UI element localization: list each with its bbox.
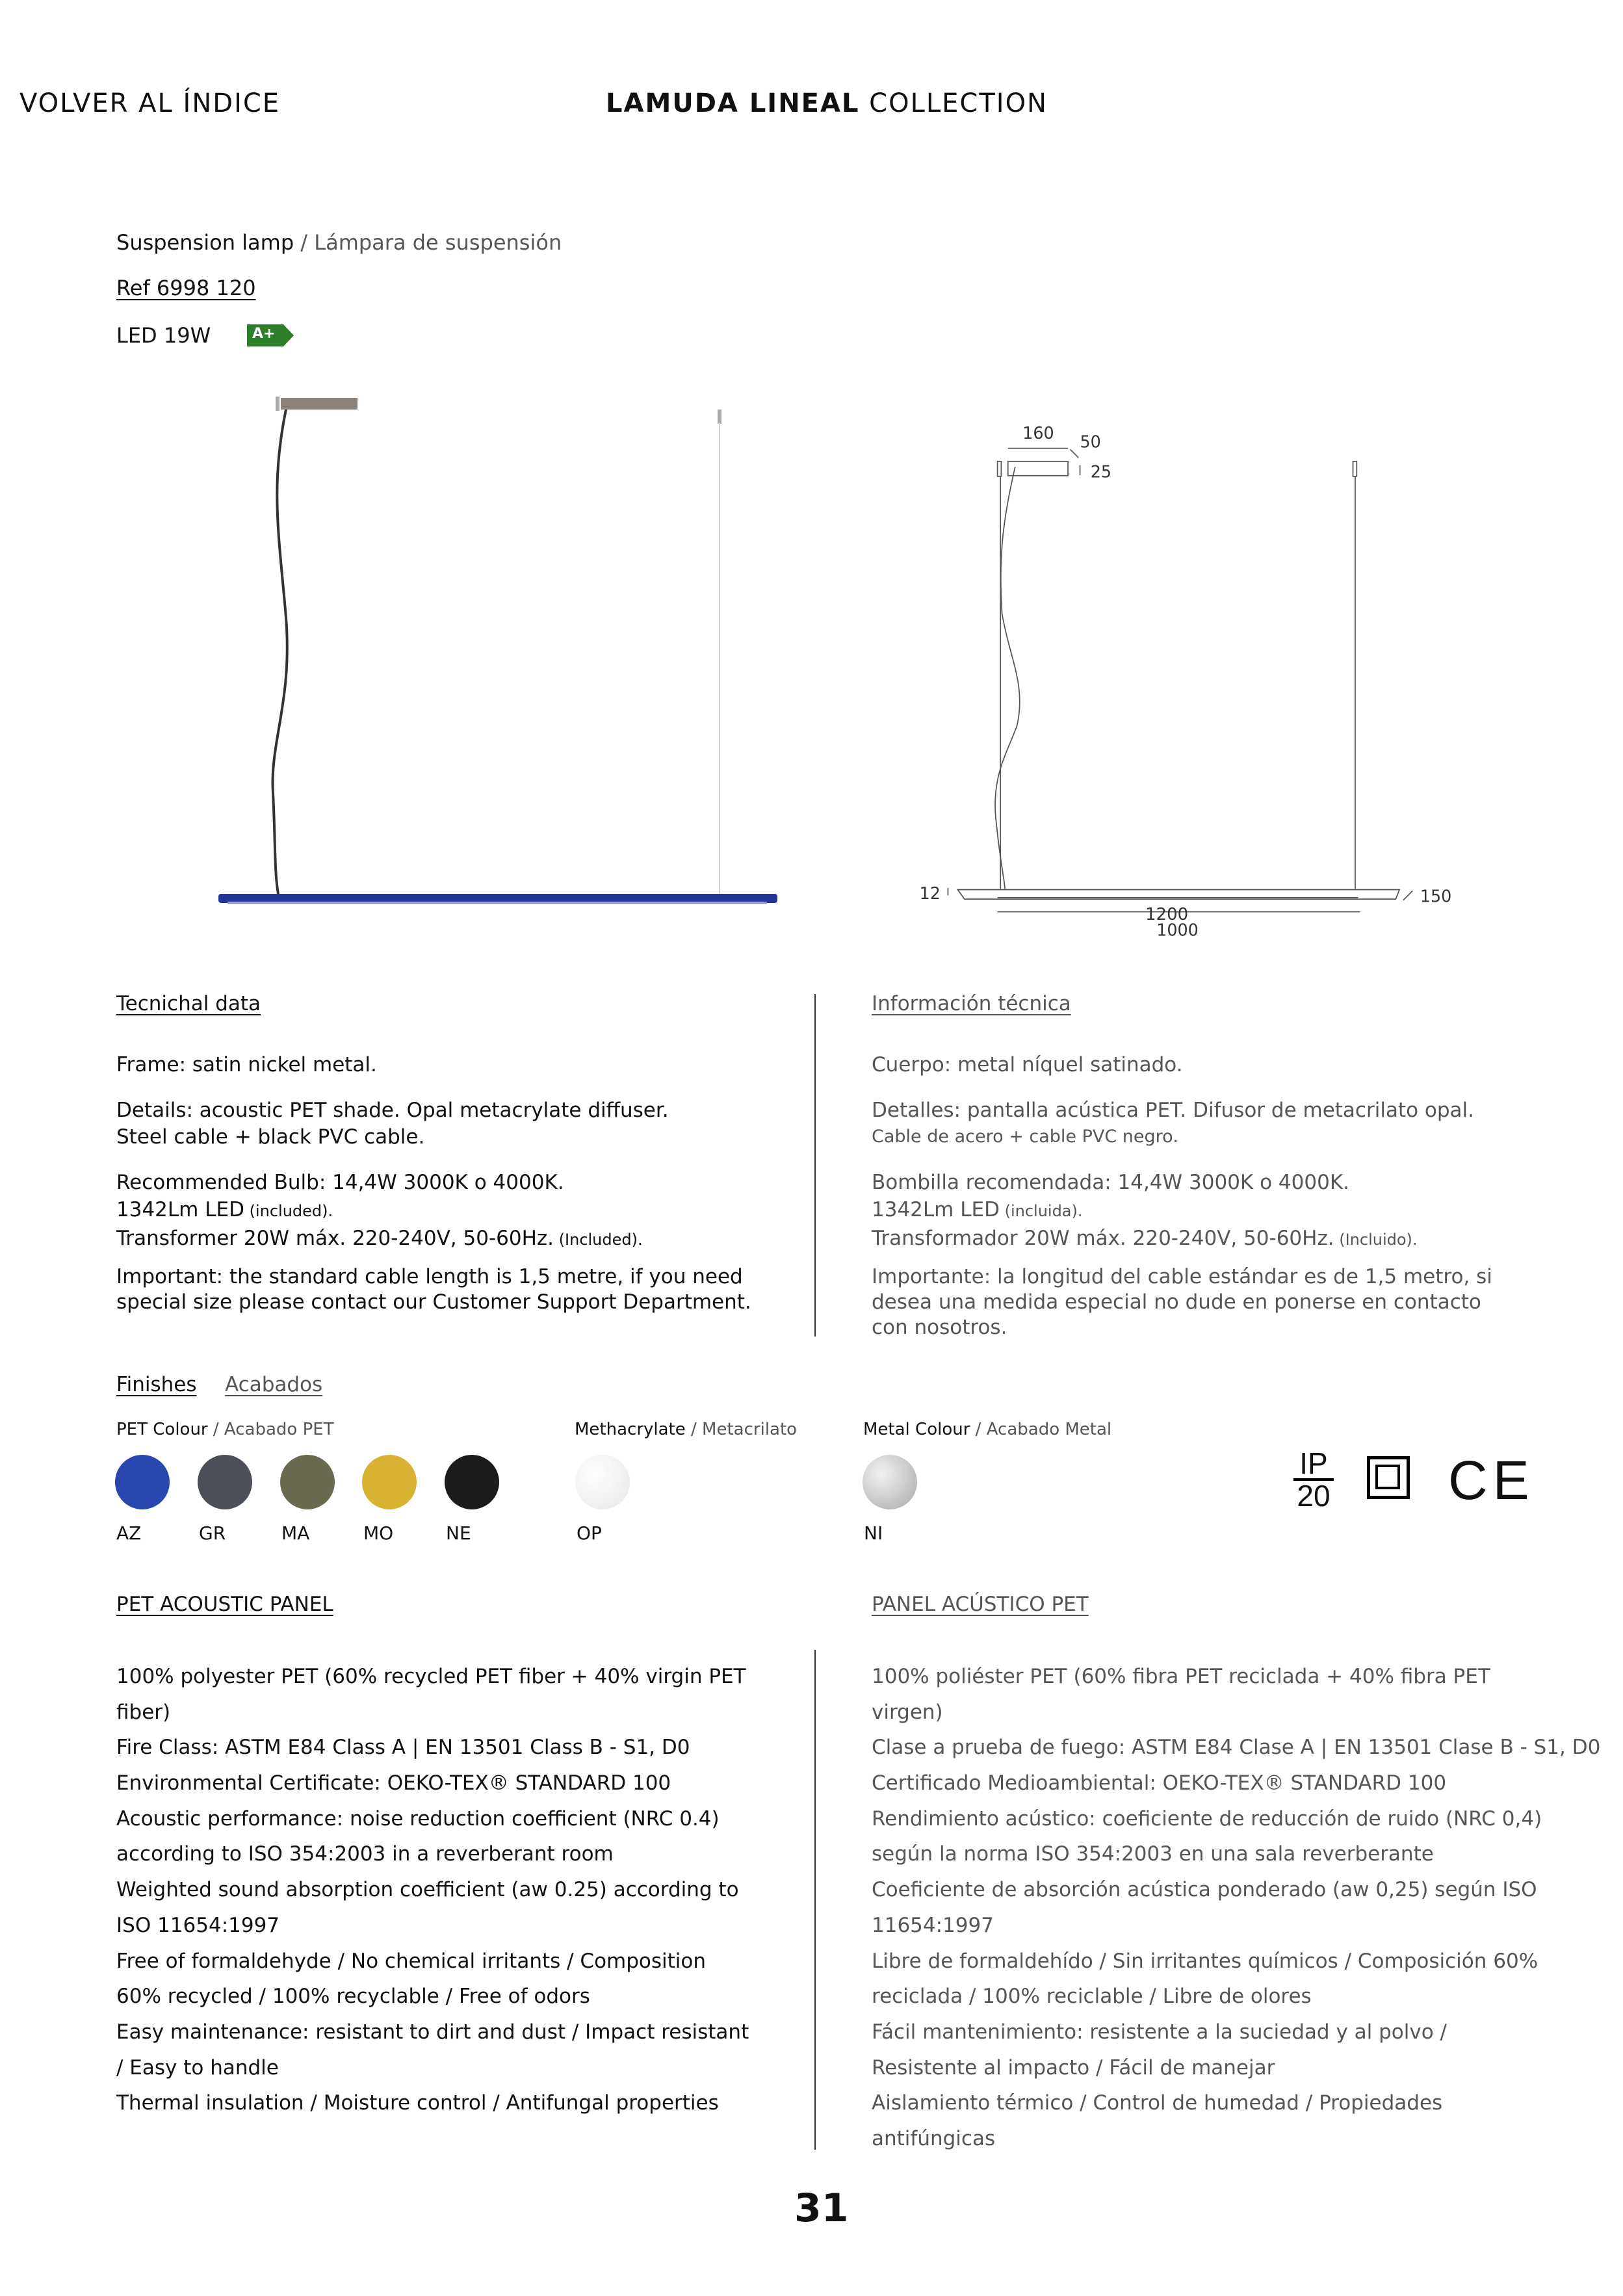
panel-line: 100% poliéster PET (60% fibra PET reciclada + 40% fibra PET bbox=[872, 1665, 1490, 1688]
dim-12: 12 bbox=[919, 883, 941, 904]
finishes-title-en: Finishes bbox=[116, 1373, 197, 1396]
panel-line: Easy maintenance: resistant to dirt and dust / Impact resistant bbox=[116, 2020, 749, 2044]
tech-bulb3-en: Transformer 20W máx. 220-240V, 50-60Hz. (Included). bbox=[116, 1227, 643, 1250]
back-to-index-link[interactable]: VOLVER AL ÍNDICE bbox=[19, 88, 281, 118]
tech-frame-en: Frame: satin nickel metal. bbox=[116, 1053, 377, 1076]
tech-details2-en: Steel cable + black PVC cable. bbox=[116, 1125, 425, 1149]
tech-frame-es: Cuerpo: metal níquel satinado. bbox=[872, 1053, 1183, 1076]
panel-line: Libre de formaldehído / Sin irritantes químicos / Composición 60% bbox=[872, 1949, 1539, 1973]
column-divider bbox=[814, 994, 816, 1337]
dim-1000: 1000 bbox=[1156, 920, 1199, 936]
panel-line: Thermal insulation / Moisture control / Antifungal properties bbox=[116, 2091, 719, 2115]
swatch-az bbox=[115, 1455, 170, 1509]
panel-text-es bbox=[872, 1659, 1600, 2157]
energy-class-label: A+ bbox=[252, 326, 276, 342]
panel-line: 11654:1997 bbox=[872, 1913, 994, 1937]
tech-bulb3-es: Transformador 20W máx. 220-240V, 50-60Hz. (Incluido). bbox=[872, 1227, 1418, 1250]
swatch-mo bbox=[362, 1455, 417, 1509]
panel-line: Environmental Certificate: OEKO-TEX® STANDARD 100 bbox=[116, 1771, 671, 1795]
separator: / bbox=[294, 230, 315, 255]
tech-title-en: Tecnichal data bbox=[116, 992, 261, 1015]
panel-line: Clase a prueba de fuego: ASTM E84 Clase A | EN 13501 Clase B - S1, D0 bbox=[872, 1736, 1601, 1760]
panel-title-en: PET ACOUSTIC PANEL bbox=[116, 1593, 333, 1616]
tech-important2-en: special size please contact our Customer Support Department. bbox=[116, 1290, 751, 1314]
panel-line: Certificado Medioambiental: OEKO-TEX® STANDARD 100 bbox=[872, 1771, 1447, 1795]
cable-anchor-right bbox=[718, 410, 721, 424]
power-cable bbox=[273, 410, 287, 894]
column-divider-2 bbox=[814, 1650, 816, 2150]
panel-line: fiber) bbox=[116, 1700, 171, 1724]
swatch-op bbox=[575, 1455, 630, 1509]
technical-drawing bbox=[897, 403, 1482, 936]
tech-bulb-en: Recommended Bulb: 14,4W 3000K o 4000K. bbox=[116, 1171, 564, 1194]
swatch-ni bbox=[863, 1455, 917, 1509]
panel-line: antifúngicas bbox=[872, 2126, 996, 2150]
swatch-gr bbox=[198, 1455, 252, 1509]
panel-line: ISO 11654:1997 bbox=[116, 1913, 280, 1937]
page-number: 31 bbox=[794, 2185, 849, 2231]
ceiling-canopy bbox=[281, 398, 357, 410]
finishes-title-es: Acabados bbox=[225, 1373, 323, 1396]
dim-25: 25 bbox=[1090, 462, 1111, 482]
product-type bbox=[116, 230, 562, 255]
product-type-es: Lámpara de suspensión bbox=[314, 230, 562, 255]
metal-colour-label: Metal Colour / Acabado Metal bbox=[863, 1420, 1112, 1439]
tech-title-es: Información técnica bbox=[872, 992, 1071, 1015]
panel-line: Coeficiente de absorción acústica ponderado (aw 0,25) según ISO bbox=[872, 1878, 1537, 1902]
energy-class-badge bbox=[247, 324, 294, 346]
ip20-icon: IP 20 bbox=[1293, 1448, 1334, 1511]
panel-line: según la norma ISO 354:2003 en una sala reverberante bbox=[872, 1842, 1434, 1866]
product-power: LED 19W bbox=[116, 323, 211, 348]
panel-line: Rendimiento acústico: coeficiente de reducción de ruido (NRC 0,4) bbox=[872, 1807, 1542, 1831]
collection-suffix: COLLECTION bbox=[859, 88, 1048, 118]
panel-line: Resistente al impacto / Fácil de manejar bbox=[872, 2055, 1275, 2080]
panel-line: virgen) bbox=[872, 1700, 943, 1724]
panel-text-en bbox=[116, 1659, 749, 2121]
swatch-code: AZ bbox=[116, 1522, 142, 1544]
dim-150: 150 bbox=[1420, 886, 1452, 906]
tech-bulb-es: Bombilla recomendada: 14,4W 3000K o 4000K. bbox=[872, 1171, 1350, 1194]
tech-details-es: Detalles: pantalla acústica PET. Difusor de metacrilato opal. bbox=[872, 1099, 1475, 1122]
panel-line: Acoustic performance: noise reduction coefficient (NRC 0.4) bbox=[116, 1807, 720, 1831]
dim-160: 160 bbox=[1022, 423, 1054, 443]
tech-important2-es: desea una medida especial no dude en ponerse en contacto bbox=[872, 1290, 1481, 1314]
panel-line: reciclada / 100% reciclable / Libre de olores bbox=[872, 1985, 1312, 2009]
panel-line: / Easy to handle bbox=[116, 2055, 279, 2080]
cable-anchor-left bbox=[276, 397, 279, 411]
panel-line: according to ISO 354:2003 in a reverberant room bbox=[116, 1842, 614, 1866]
lamp-bar bbox=[218, 894, 777, 903]
lamp-diffuser bbox=[227, 902, 767, 904]
swatch-code: GR bbox=[199, 1522, 226, 1544]
swatch-code: NE bbox=[446, 1522, 471, 1544]
swatch-code: MA bbox=[281, 1522, 310, 1544]
swatch-code: NI bbox=[864, 1522, 883, 1544]
swatch-ma bbox=[280, 1455, 335, 1509]
swatch-ne bbox=[445, 1455, 499, 1509]
panel-line: 60% recycled / 100% recyclable / Free of odors bbox=[116, 1985, 590, 2009]
methacrylate-label: Methacrylate / Metacrilato bbox=[575, 1420, 798, 1439]
product-type-en: Suspension lamp bbox=[116, 230, 294, 255]
panel-line: 100% polyester PET (60% recycled PET fiber + 40% virgin PET bbox=[116, 1665, 746, 1688]
tech-important3-es: con nosotros. bbox=[872, 1316, 1007, 1339]
product-photo bbox=[208, 390, 793, 923]
tech-important-es: Importante: la longitud del cable estándar es de 1,5 metro, si bbox=[872, 1265, 1492, 1288]
swatch-code: MO bbox=[363, 1522, 394, 1544]
tech-bulb2-en: 1342Lm LED (included). bbox=[116, 1198, 333, 1221]
tech-important-en: Important: the standard cable length is 1,5 metre, if you need bbox=[116, 1265, 743, 1288]
panel-line: Fácil mantenimiento: resistente a la suciedad y al polvo / bbox=[872, 2020, 1447, 2044]
dim-50: 50 bbox=[1080, 432, 1101, 452]
tech-details2-es: Cable de acero + cable PVC negro. bbox=[872, 1127, 1178, 1147]
panel-line: Free of formaldehyde / No chemical irritants / Composition bbox=[116, 1949, 707, 1973]
panel-line: Fire Class: ASTM E84 Class A | EN 13501 Class B - S1, D0 bbox=[116, 1736, 690, 1760]
panel-title-es: PANEL ACÚSTICO PET bbox=[872, 1593, 1089, 1616]
tech-details-en: Details: acoustic PET shade. Opal metacrylate diffuser. bbox=[116, 1099, 669, 1122]
product-ref: Ref 6998 120 bbox=[116, 276, 256, 300]
panel-line: Aislamiento térmico / Control de humedad / Propiedades bbox=[872, 2091, 1443, 2115]
ce-mark-icon: CE bbox=[1448, 1450, 1535, 1511]
pet-colour-label: PET Colour / Acabado PET bbox=[116, 1420, 334, 1439]
panel-line: Weighted sound absorption coefficient (aw 0.25) according to bbox=[116, 1878, 739, 1902]
tech-bulb2-es: 1342Lm LED (incluida). bbox=[872, 1198, 1083, 1221]
class-ii-double-insulation-icon bbox=[1367, 1456, 1410, 1499]
swatch-code: OP bbox=[577, 1522, 602, 1544]
collection-title bbox=[606, 88, 1048, 118]
dim-1200: 1200 bbox=[1145, 905, 1189, 924]
collection-name: LAMUDA LINEAL bbox=[606, 88, 860, 118]
